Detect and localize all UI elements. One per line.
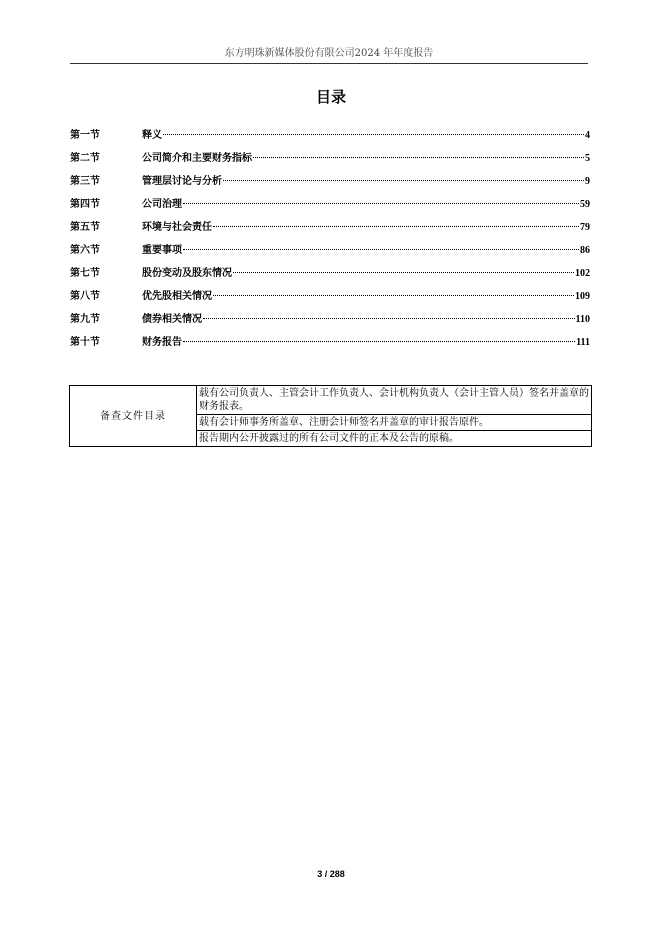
toc-leader-dots [183, 203, 579, 204]
toc-section-title: 公司简介和主要财务指标 [142, 153, 252, 164]
toc-section-number: 第九节 [70, 314, 100, 325]
toc-entry[interactable] [70, 264, 590, 287]
toc-leader-dots [163, 134, 584, 135]
toc-leader-dots [183, 249, 579, 250]
toc-leader-dots [203, 318, 575, 319]
toc-leader-dots [253, 157, 584, 158]
table-row [70, 386, 592, 415]
toc-section-title: 公司治理 [142, 199, 182, 210]
toc-entry[interactable] [70, 172, 590, 195]
toc-page-number: 5 [585, 153, 590, 164]
toc-entry[interactable] [70, 126, 590, 149]
toc-leader-dots [183, 341, 575, 342]
reference-file-item: 载有会计师事务所盖章、注册会计师签名并盖章的审计报告原件。 [197, 415, 592, 431]
toc-section-title: 释义 [142, 130, 162, 141]
toc-leader-dots [213, 295, 574, 296]
toc-section-title: 财务报告 [142, 337, 182, 348]
page-header: 东方明珠新媒体股份有限公司2024 年年度报告 [70, 44, 588, 64]
toc-section-title: 管理层讨论与分析 [142, 176, 222, 187]
toc-section-title: 优先股相关情况 [142, 291, 212, 302]
toc-page-number: 59 [580, 199, 590, 210]
toc-section-number: 第八节 [70, 291, 100, 302]
toc-section-title: 重要事项 [142, 245, 182, 256]
toc-section-number: 第四节 [70, 199, 100, 210]
toc-page-number: 102 [575, 268, 590, 279]
table-of-contents [70, 126, 590, 356]
toc-entry[interactable] [70, 241, 590, 264]
reference-files-table [69, 385, 592, 447]
toc-section-number: 第十节 [70, 337, 100, 348]
toc-section-title: 股份变动及股东情况 [142, 268, 232, 279]
toc-entry[interactable] [70, 218, 590, 241]
toc-page-number: 109 [575, 291, 590, 302]
toc-page-number: 9 [585, 176, 590, 187]
toc-page-number: 86 [580, 245, 590, 256]
toc-title: 目录 [315, 88, 346, 106]
toc-page-number: 79 [580, 222, 590, 233]
reference-file-item: 载有公司负责人、主管会计工作负责人、会计机构负责人（会计主管人员）签名并盖章的财务报表。 [197, 386, 592, 415]
toc-leader-dots [223, 180, 584, 181]
toc-entry[interactable] [70, 287, 590, 310]
toc-leader-dots [213, 226, 579, 227]
toc-section-title: 债券相关情况 [142, 314, 202, 325]
toc-entry[interactable] [70, 310, 590, 333]
toc-section-number: 第三节 [70, 176, 100, 187]
toc-section-number: 第二节 [70, 153, 100, 164]
toc-entry[interactable] [70, 333, 590, 356]
toc-page-number: 111 [576, 337, 590, 348]
reference-file-item: 报告期内公开披露过的所有公司文件的正本及公告的原稿。 [197, 431, 592, 447]
toc-page-number: 4 [585, 130, 590, 141]
toc-section-number: 第七节 [70, 268, 100, 279]
toc-page-number: 110 [575, 314, 590, 325]
toc-entry[interactable] [70, 195, 590, 218]
toc-section-number: 第五节 [70, 222, 100, 233]
toc-section-number: 第一节 [70, 130, 100, 141]
toc-section-title: 环境与社会责任 [142, 222, 212, 233]
reference-files-label: 备查文件目录 [70, 386, 197, 447]
toc-entry[interactable] [70, 149, 590, 172]
page-number: 3 / 288 [317, 869, 345, 879]
toc-leader-dots [233, 272, 574, 273]
toc-section-number: 第六节 [70, 245, 100, 256]
